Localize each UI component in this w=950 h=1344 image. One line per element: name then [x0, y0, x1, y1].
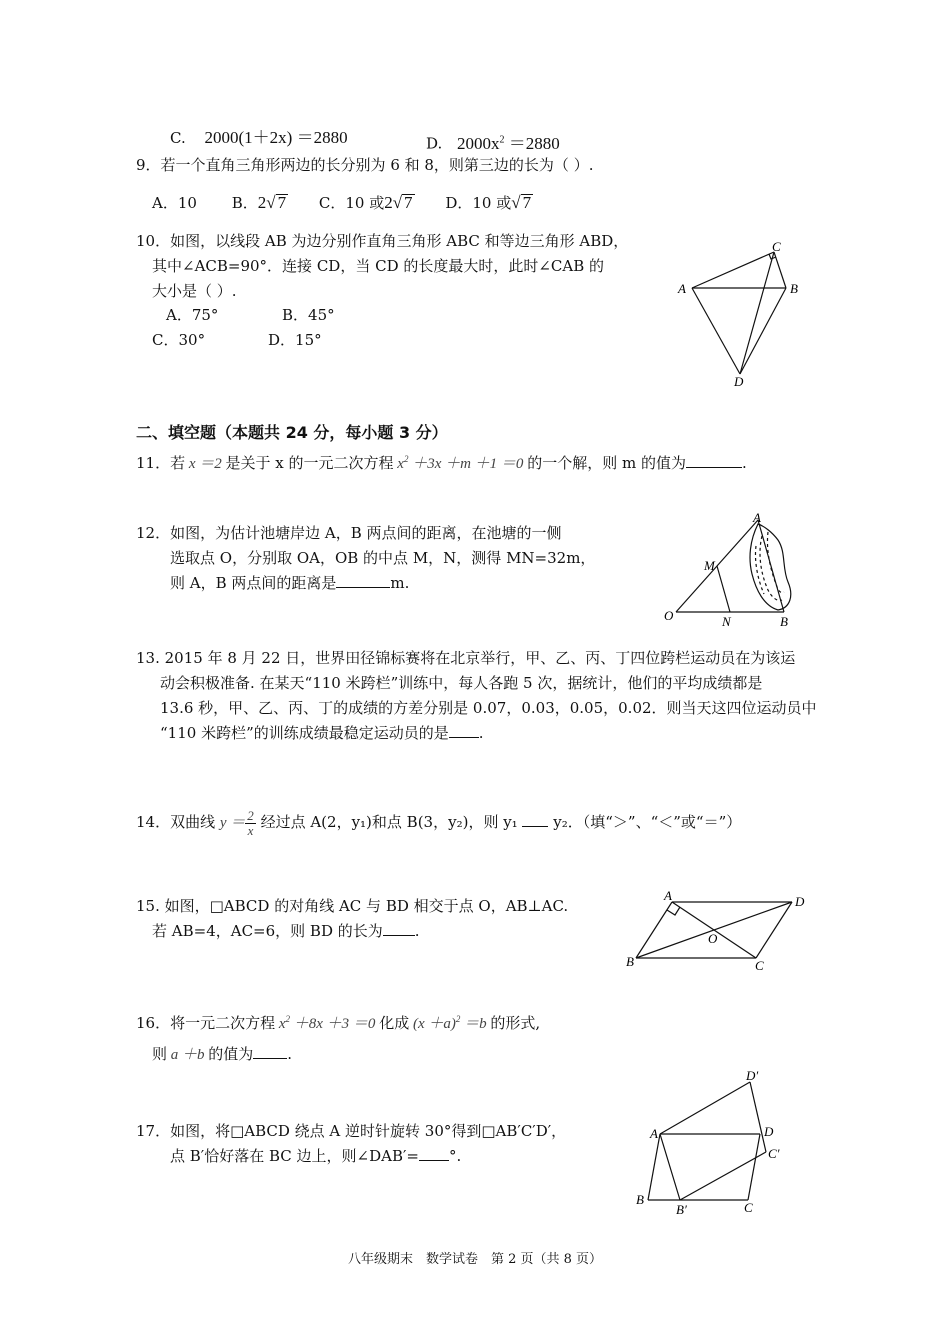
fig-label-m: M: [704, 558, 715, 573]
text-part: 的一个解，则 m 的值为: [527, 454, 686, 472]
text-part: “110 米跨栏”的训练成绩最稳定运动员的是: [160, 724, 449, 742]
answer-blank[interactable]: [383, 921, 415, 936]
text-part: 的形式,: [490, 1014, 541, 1032]
sqrt: √ 7: [266, 193, 287, 212]
q10-line1: 10．如图，以线段 AB 为边分别作直角三角形 ABC 和等边三角形 ABD，: [136, 232, 629, 250]
option-label: D．10 或: [445, 194, 512, 212]
fig-label-a: A: [664, 888, 672, 903]
q10-line2: 其中∠ACB=90°．连接 CD，当 CD 的长度最大时，此时∠CAB 的: [152, 257, 605, 275]
fig-label-a: A: [678, 281, 686, 296]
fig-label-d: D: [795, 894, 805, 909]
q15-line2: [152, 921, 420, 941]
fig-label-b-prime: B′: [676, 1202, 687, 1217]
radicand: 7: [277, 193, 287, 212]
q10-option-a: A．75°: [166, 306, 219, 324]
text-part: °.: [448, 1147, 462, 1165]
math-expr: x ＝2: [185, 456, 226, 472]
fig-label-b: B: [780, 614, 788, 629]
numerator: 2: [247, 807, 254, 823]
coef: 2: [384, 193, 393, 212]
fig-label-c: C: [772, 239, 781, 254]
q8-c-expression: 2000(1＋2x) ＝2880: [204, 128, 348, 147]
math-expr: x: [275, 1016, 286, 1032]
text-part: 是关于 x 的一元二次方程: [225, 454, 394, 472]
q17-figure: [630, 1066, 790, 1216]
math-expr: x: [393, 456, 404, 472]
fig-label-b: B: [636, 1192, 644, 1207]
q13-line1: 13. 2015 年 8 月 22 日，世界田径锦标赛将在北京举行，甲、乙、丙、丁四位跨栏运动员在为该运: [136, 649, 796, 667]
q9-option-b: [232, 194, 288, 212]
text-part: .: [287, 1045, 293, 1063]
text-part: 则 A，B 两点间的距离是: [170, 574, 337, 592]
fig-label-c: C: [744, 1200, 753, 1215]
text-part: .: [478, 724, 484, 742]
fig-label-c-prime: C′: [768, 1146, 780, 1161]
option-label: B．: [231, 194, 258, 212]
text-part: y₂．（填“＞”、“＜”或“＝”）: [553, 813, 742, 831]
q9-option-d: [445, 194, 533, 212]
math-expr: ＝b: [460, 1016, 491, 1032]
sqrt: √ 7: [392, 193, 413, 212]
text-part: .: [741, 454, 747, 472]
radicand: 7: [404, 193, 413, 212]
expr-part: 2000x: [457, 133, 500, 153]
q10-option-b: B．45°: [282, 306, 335, 324]
text-part: 则: [152, 1045, 168, 1063]
q9-text: 9．若一个直角三角形两边的长分别为 6 和 8，则第三边的长为（ ）.: [136, 156, 594, 174]
fig-label-d: D: [764, 1124, 774, 1139]
text-part: m.: [390, 574, 410, 592]
fig-label-a: A: [650, 1126, 658, 1141]
expr-part: ＝2880: [504, 133, 560, 153]
fig-label-a: A: [753, 510, 761, 525]
q15-line1: 15. 如图，□ABCD 的对角线 AC 与 BD 相交于点 O，AB⊥AC.: [136, 897, 569, 915]
fraction: [245, 809, 256, 838]
q9-option-c: [319, 194, 415, 212]
fig-label-o: O: [708, 931, 718, 946]
math-expr: ＋8x ＋3 ＝0: [290, 1016, 380, 1032]
sqrt: √ 7: [511, 193, 532, 212]
text-part: 经过点 A(2，y₁)和点 B(3，y₂)，则 y₁: [260, 813, 518, 831]
q11-text: [136, 449, 747, 474]
answer-blank[interactable]: [686, 453, 742, 468]
q9-options: [152, 193, 533, 213]
answer-blank[interactable]: [336, 573, 390, 588]
text-part: 若 AB=4，AC=6，则 BD 的长为: [152, 922, 383, 940]
q17-line2: [170, 1146, 461, 1166]
q15-figure: [622, 888, 818, 972]
fig-label-d-prime: D′: [746, 1068, 759, 1083]
answer-blank[interactable]: [522, 812, 548, 827]
q12-line2: 选取点 O，分别取 OA，OB 的中点 M，N，测得 MN=32m，: [170, 549, 596, 567]
text-part: 16．将一元二次方程: [136, 1014, 276, 1032]
coef: 2: [257, 193, 267, 212]
math-expr: (x ＋a): [409, 1016, 456, 1032]
q12-figure: [660, 510, 805, 630]
q8-option-d: [426, 130, 560, 154]
fig-label-c: C: [755, 958, 764, 973]
math-expr: a ＋b: [167, 1047, 209, 1063]
section-title: 二、填空题（本题共 24 分，每小题 3 分）: [136, 423, 448, 442]
option-label: C.: [170, 129, 186, 147]
exponent: 2: [403, 454, 409, 464]
q16-line1: [136, 1009, 540, 1034]
math-expr: ＋3x ＋m ＋1 ＝0: [408, 456, 528, 472]
q10-option-d: D．15°: [268, 331, 322, 349]
q10-line3: 大小是（ ）.: [152, 282, 237, 300]
q8-option-c: [170, 128, 348, 148]
answer-blank[interactable]: [419, 1146, 449, 1161]
exponent: 2: [499, 134, 505, 145]
exponent: 2: [285, 1014, 291, 1024]
q8-d-expression: [457, 134, 560, 153]
q10-figure: [670, 238, 820, 390]
option-label: C．10 或: [318, 194, 385, 212]
q14-text: [136, 808, 741, 838]
q13-line2: 动会积极准备. 在某天“110 米跨栏”训练中，每人各跑 5 次，据统计，他们的平均成绩都是: [160, 674, 763, 692]
q12-line3: [170, 573, 409, 593]
fig-label-n: N: [722, 614, 731, 629]
q16-line2: [152, 1044, 292, 1065]
fig-label-o: O: [664, 608, 674, 623]
q17-line1: 17．如图，将□ABCD 绕点 A 逆时针旋转 30°得到□AB′C′D′，: [136, 1122, 567, 1140]
answer-blank[interactable]: [253, 1044, 287, 1059]
page-footer: 八年级期末 数学试卷 第 2 页（共 8 页）: [347, 1252, 603, 1267]
q9-option-a: A．10: [152, 194, 197, 212]
text-part: 14．双曲线: [136, 813, 216, 831]
radicand: 7: [522, 193, 532, 212]
fig-label-b: B: [790, 281, 798, 296]
text-part: 11．若: [136, 454, 186, 472]
q13-line4: [160, 723, 484, 743]
q13-line3: 13.6 秒，甲、乙、丙、丁的成绩的方差分别是 0.07，0.03，0.05，0.02．则当天这四位运动员中: [160, 699, 817, 717]
math-expr: y ＝: [219, 815, 246, 831]
fig-label-b: B: [626, 954, 634, 969]
fig-label-d: D: [734, 374, 744, 389]
option-label: D.: [426, 134, 443, 153]
q10-option-c: C．30°: [152, 331, 206, 349]
q12-line1: 12．如图，为估计池塘岸边 A，B 两点间的距离，在池塘的一侧: [136, 524, 562, 542]
answer-blank[interactable]: [449, 723, 479, 738]
exponent: 2: [455, 1014, 461, 1024]
denominator: x: [247, 822, 254, 838]
text-part: 的值为: [208, 1045, 254, 1063]
text-part: .: [414, 922, 420, 940]
text-part: 化成: [379, 1014, 410, 1032]
text-part: 点 B′恰好落在 BC 边上，则∠DAB′=: [170, 1147, 419, 1165]
